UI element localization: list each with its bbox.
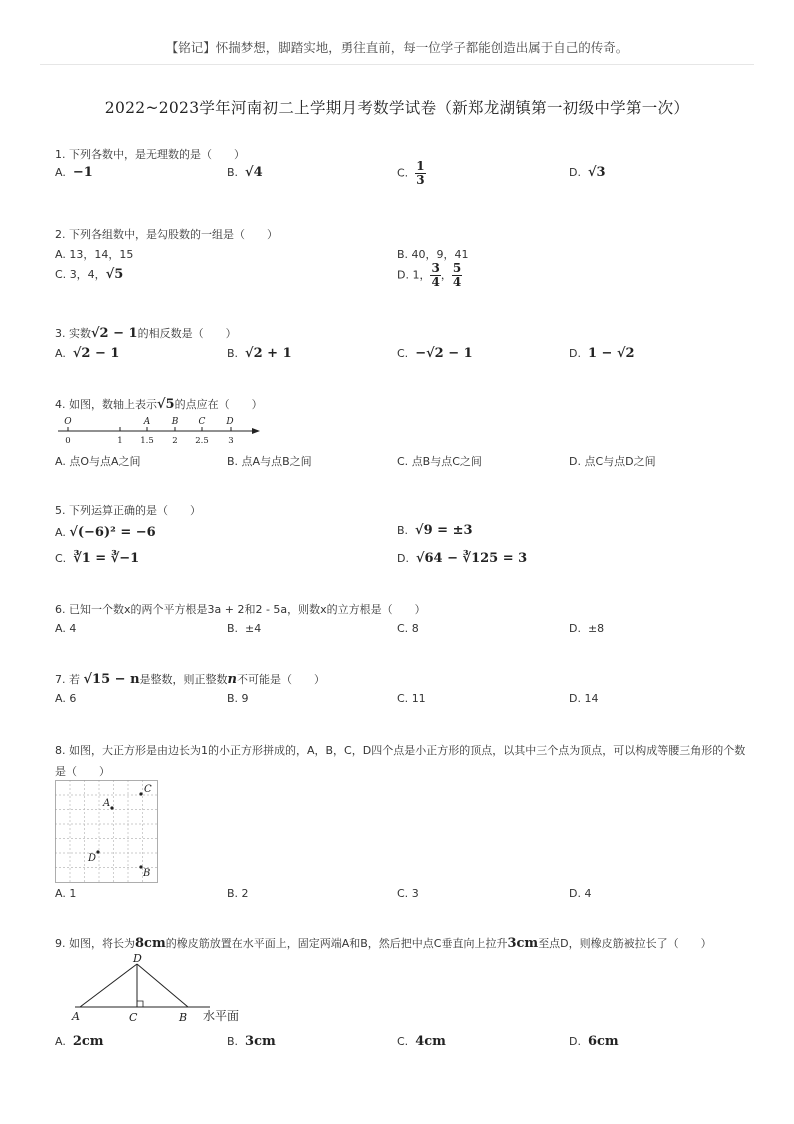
q4-option-b[interactable]: B. 点A与点B之间 bbox=[227, 455, 312, 468]
nl-tick-label-0: 0 bbox=[65, 436, 71, 446]
q8-option-b[interactable]: B. 2 bbox=[227, 887, 249, 900]
segment-ad bbox=[80, 964, 137, 1007]
nl-letter-a: A bbox=[143, 417, 151, 427]
q7-option-d[interactable]: D. 14 bbox=[569, 692, 599, 705]
q8-option-c[interactable]: C. 3 bbox=[397, 887, 419, 900]
q5-option-b[interactable]: B. √9 = ±3 bbox=[397, 523, 473, 538]
q4-option-c[interactable]: C. 点B与点C之间 bbox=[397, 455, 482, 468]
grid-point-d bbox=[96, 850, 99, 853]
q6-option-a[interactable]: A. 4 bbox=[55, 622, 77, 635]
q6-option-b[interactable]: B. ±4 bbox=[227, 622, 262, 635]
q7-option-b[interactable]: B. 9 bbox=[227, 692, 249, 705]
q2-option-c[interactable]: C. 3，4，√5 bbox=[55, 267, 124, 282]
question-6-stem: 6. 已知一个数x的两个平方根是3a + 2和2 - 5a，则数x的立方根是（ ） bbox=[55, 603, 426, 616]
q7-option-a[interactable]: A. 6 bbox=[55, 692, 77, 705]
label-b: B bbox=[179, 1011, 188, 1024]
q9-option-d[interactable]: D. 6cm bbox=[569, 1034, 619, 1049]
q1-option-a[interactable]: A. −1 bbox=[55, 165, 93, 180]
question-4-stem: 4. 如图，数轴上表示√5的点应在（ ） bbox=[55, 397, 263, 412]
q8-option-d[interactable]: D. 4 bbox=[569, 887, 592, 900]
question-2-stem: 2. 下列各组数中，是勾股数的一组是（ ） bbox=[55, 228, 278, 241]
number-line-figure bbox=[55, 414, 265, 446]
q9-option-a[interactable]: A. 2cm bbox=[55, 1034, 104, 1049]
q3-option-d[interactable]: D. 1 − √2 bbox=[569, 346, 635, 361]
nl-tick-label-2-5: 2.5 bbox=[195, 436, 209, 446]
q2-option-a[interactable]: A. 13，14，15 bbox=[55, 248, 134, 261]
nl-letter-c: C bbox=[198, 417, 206, 427]
label-c: C bbox=[129, 1011, 138, 1024]
q4-option-a[interactable]: A. 点O与点A之间 bbox=[55, 455, 141, 468]
segment-db bbox=[137, 964, 188, 1007]
q2-option-d[interactable]: D. 1， $\frac{3}{4}$ ， $\frac{5}{4}$ bbox=[397, 261, 462, 289]
q7-option-c[interactable]: C. 11 bbox=[397, 692, 426, 705]
grid-label-b: B bbox=[143, 868, 151, 879]
grid-label-a: A bbox=[103, 798, 111, 809]
q5-option-c[interactable]: C. ∛1 = ∛−1 bbox=[55, 551, 140, 566]
nl-tick-label-3: 3 bbox=[228, 436, 234, 446]
q3-option-b[interactable]: B. √2 + 1 bbox=[227, 346, 292, 361]
question-8-stem: 8. 如图，大正方形是由边长为1的小正方形拼成的，A，B，C，D四个点是小正方形的顶点，以其中三个点为顶点，可以构成等腰三角形的个数 bbox=[55, 744, 746, 757]
question-8-stem-continued: 是（ ） bbox=[55, 765, 110, 778]
header-motto: 【铭记】怀揣梦想，脚踏实地，勇往直前，每一位学子都能创造出属于自己的传奇。 bbox=[165, 40, 629, 55]
q5-option-d[interactable]: D. √64 − ∛125 = 3 bbox=[397, 551, 528, 566]
q6-option-c[interactable]: C. 8 bbox=[397, 622, 419, 635]
label-a: A bbox=[72, 1010, 80, 1023]
nl-tick-label-1: 1 bbox=[117, 436, 123, 446]
grid-label-c: C bbox=[144, 784, 152, 795]
grid-point-c bbox=[139, 792, 142, 795]
q1-option-d[interactable]: D. √3 bbox=[569, 165, 606, 180]
page-title: 2022~2023学年河南初二上学期月考数学试卷（新郑龙湖镇第一初级中学第一次） bbox=[104, 99, 690, 117]
nl-tick-label-2: 2 bbox=[172, 436, 178, 446]
rubber-band-figure bbox=[60, 950, 260, 1025]
label-d: D bbox=[133, 952, 142, 965]
question-7-stem: 7. 若 √15 − n是整数，则正整数n不可能是（ ） bbox=[55, 672, 325, 687]
q3-option-c[interactable]: C. −√2 − 1 bbox=[397, 346, 473, 361]
question-9-stem: 9. 如图，将长为8cm的橡皮筋放置在水平面上，固定两端A和B，然后把中点C垂直向上拉升3cm至点D，则橡皮筋被拉长了（ ） bbox=[55, 936, 712, 951]
q1-option-c[interactable]: C. $\frac{1}{3}$ bbox=[397, 159, 425, 187]
nl-letter-b: B bbox=[171, 417, 179, 427]
number-line-arrow bbox=[252, 428, 260, 434]
q2-option-b[interactable]: B. 40，9，41 bbox=[397, 248, 469, 261]
q9-option-c[interactable]: C. 4cm bbox=[397, 1034, 446, 1049]
q3-option-a[interactable]: A. √2 − 1 bbox=[55, 346, 120, 361]
question-3-stem: 3. 实数√2 − 1的相反数是（ ） bbox=[55, 326, 237, 341]
grid-point-a bbox=[110, 806, 113, 809]
q9-option-b[interactable]: B. 3cm bbox=[227, 1034, 276, 1049]
grid-label-d: D bbox=[88, 853, 97, 864]
q1-option-b[interactable]: B. √4 bbox=[227, 165, 263, 180]
right-angle-mark bbox=[137, 1001, 143, 1007]
question-1-stem: 1. 下列各数中，是无理数的是（ ） bbox=[55, 148, 245, 161]
q4-option-d[interactable]: D. 点C与点D之间 bbox=[569, 455, 656, 468]
question-5-stem: 5. 下列运算正确的是（ ） bbox=[55, 504, 201, 517]
q5-option-a[interactable]: A. √(−6)² = −6 bbox=[55, 525, 156, 540]
grid-figure bbox=[55, 780, 159, 884]
nl-letter-o: O bbox=[64, 417, 72, 427]
header-divider bbox=[40, 64, 754, 65]
q6-option-d[interactable]: D. ±8 bbox=[569, 622, 605, 635]
q8-option-a[interactable]: A. 1 bbox=[55, 887, 77, 900]
nl-tick-label-1-5: 1.5 bbox=[140, 436, 154, 446]
nl-letter-d: D bbox=[226, 417, 234, 427]
label-horizontal-plane: 水平面 bbox=[203, 1009, 240, 1023]
